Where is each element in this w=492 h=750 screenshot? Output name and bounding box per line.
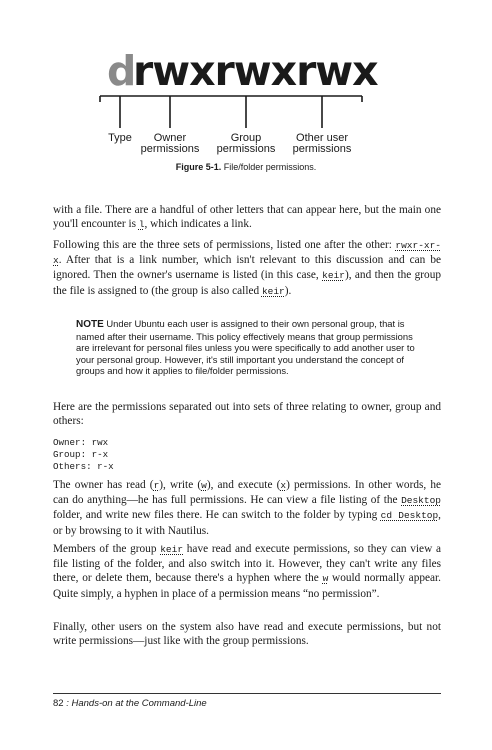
- permission-type-char: d: [107, 47, 137, 95]
- label-other-permissions: permissions: [292, 143, 352, 155]
- figure-caption: Figure 5-1. File/folder permissions.: [175, 162, 317, 172]
- paragraph-2: Following this are the three sets of permissions, listed one after the other: rwxr-xr-x. After that is a link number, which isn't relevant to this discussion and can be ignored. Then the owner's username is listed (in this case, keir), and then the group the file is assigned to (the group is also called keir).: [53, 239, 441, 297]
- footer-rule: [53, 693, 441, 694]
- note-box: [76, 318, 421, 377]
- page-number: 82: [53, 698, 64, 709]
- label-type: Type: [108, 132, 132, 144]
- paragraph-1: with a file. There are a handful of other letters that can appear here, but the main one you'll encounter is l, which indicates a link.: [53, 204, 441, 231]
- permissions-figure: [0, 0, 492, 180]
- label-group-permissions: permissions: [216, 143, 276, 155]
- note-label: NOTE: [76, 319, 104, 330]
- permissions-diagram: [0, 0, 492, 160]
- book-title: Hands-on at the Command-Line: [71, 698, 207, 709]
- code-block: Owner: rwx Group: r-x Others: r-x: [53, 437, 114, 473]
- paragraph-6: Finally, other users on the system also have read and execute permissions, but not write permissions—just like with the group permissions.: [53, 621, 441, 648]
- paragraph-5: Members of the group keir have read and execute permissions, so they can view a file listing of the folder, and also switch into it. However, they can't write any files there, or delete them, because there's a hyphen where the w would normally appear. Quite simply, a hyphen in place of a permission means “no permission”.: [53, 543, 441, 600]
- note-text: Under Ubuntu each user is assigned to their own personal group, that is named after their username. This policy effectively means that group permissions are irrelevant for personal files unless you were specifically to add another user to your personal group. However, it's still important you understand the concept of groups and how it applies to file/folder permissions.: [76, 318, 415, 377]
- label-owner: Owner: [153, 132, 187, 144]
- paragraph-4: The owner has read (r), write (w), and execute (x) permissions. In other words, he can do anything—he has full permissions. He can view a file listing of the Desktop folder, and write new files there. He can switch to the folder by typing cd Desktop, or by browsing to it with Nautilus.: [53, 479, 441, 537]
- bracket-lines: [100, 96, 362, 128]
- paragraph-3: Here are the permissions separated out into sets of three relating to owner, group and others:: [53, 401, 441, 428]
- label-group: Group: [230, 132, 262, 144]
- label-owner-permissions: permissions: [140, 143, 200, 155]
- label-other-user: Other user: [296, 132, 348, 144]
- permission-string: rwxrwxrwx: [133, 47, 378, 95]
- page-footer: 82 : Hands-on at the Command-Line: [53, 698, 207, 709]
